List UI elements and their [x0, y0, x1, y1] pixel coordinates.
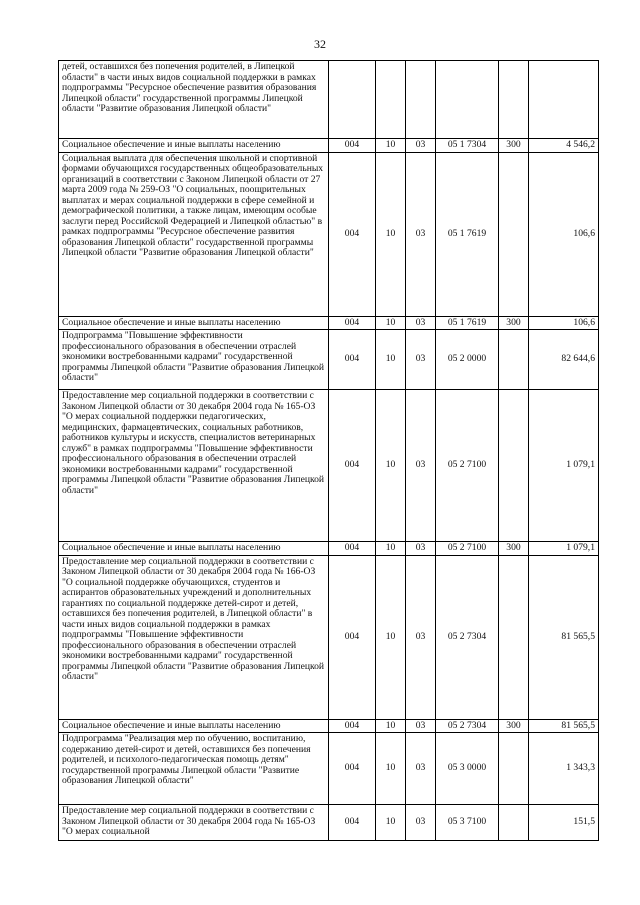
budget-table — [58, 60, 599, 841]
cell-expense-type-code — [499, 555, 529, 719]
cell-target-article-code: 05 3 7100 — [436, 805, 499, 841]
cell-amount — [529, 61, 599, 139]
cell-expense-type-code: 300 — [499, 542, 529, 556]
cell-target-article-code — [436, 61, 499, 139]
cell-name: Социальная выплата для обеспечения школьной и спортивной формами обучающихся государственных общеобразовательных организаций в соответствии с Законом Липецкой области от 27 марта 2009 года № 259-ОЗ "О социальных, поощрительных выплатах и мерах социальной поддержки в сфере семейной и демографической политики, а также лицам, имеющим особые заслуги перед Российской Федерацией и Липецкой областью" в рамках подпрограммы "Ресурсное обеспечение развития образования Липецкой области" государственной программы Липецкой области "Развитие образования Липецкой области" — [59, 152, 329, 316]
cell-grbs-code: 004 — [329, 555, 376, 719]
cell-section-code: 10 — [376, 733, 406, 805]
cell-section-code: 10 — [376, 316, 406, 330]
cell-expense-type-code — [499, 330, 529, 390]
cell-grbs-code: 004 — [329, 139, 376, 153]
cell-amount: 4 546,2 — [529, 139, 599, 153]
budget-table-body — [59, 61, 599, 841]
cell-expense-type-code — [499, 805, 529, 841]
cell-expense-type-code — [499, 733, 529, 805]
cell-amount: 82 644,6 — [529, 330, 599, 390]
table-row — [59, 805, 599, 841]
cell-amount: 1 079,1 — [529, 390, 599, 542]
cell-expense-type-code: 300 — [499, 316, 529, 330]
page-number: 32 — [314, 37, 326, 51]
cell-target-article-code: 05 1 7619 — [436, 316, 499, 330]
table-row — [59, 719, 599, 733]
cell-section-code: 10 — [376, 719, 406, 733]
table-row — [59, 152, 599, 316]
cell-grbs-code — [329, 61, 376, 139]
cell-section-code — [376, 61, 406, 139]
cell-subsection-code: 03 — [406, 152, 436, 316]
cell-expense-type-code — [499, 61, 529, 139]
cell-target-article-code: 05 1 7304 — [436, 139, 499, 153]
cell-subsection-code: 03 — [406, 719, 436, 733]
cell-target-article-code: 05 2 7100 — [436, 390, 499, 542]
cell-subsection-code: 03 — [406, 390, 436, 542]
cell-target-article-code: 05 3 0000 — [436, 733, 499, 805]
cell-amount: 151,5 — [529, 805, 599, 841]
cell-expense-type-code — [499, 152, 529, 316]
cell-subsection-code — [406, 61, 436, 139]
cell-amount: 1 343,3 — [529, 733, 599, 805]
cell-section-code: 10 — [376, 390, 406, 542]
cell-target-article-code: 05 2 0000 — [436, 330, 499, 390]
cell-subsection-code: 03 — [406, 555, 436, 719]
cell-target-article-code: 05 2 7100 — [436, 542, 499, 556]
cell-name: Подпрограмма "Реализация мер по обучению, воспитанию, содержанию детей-сирот и детей, оставшихся без попечения родителей, и психолого-педагогическая помощь детям" государственной программы Липецкой области "Развитие образования Липецкой области" — [59, 733, 329, 805]
cell-grbs-code: 004 — [329, 542, 376, 556]
table-row — [59, 61, 599, 139]
cell-section-code: 10 — [376, 805, 406, 841]
cell-grbs-code: 004 — [329, 719, 376, 733]
cell-expense-type-code — [499, 390, 529, 542]
table-row — [59, 316, 599, 330]
cell-grbs-code: 004 — [329, 390, 376, 542]
cell-expense-type-code: 300 — [499, 719, 529, 733]
cell-subsection-code: 03 — [406, 330, 436, 390]
table-row — [59, 390, 599, 542]
cell-grbs-code: 004 — [329, 805, 376, 841]
cell-section-code: 10 — [376, 152, 406, 316]
cell-amount: 1 079,1 — [529, 542, 599, 556]
cell-name: Социальное обеспечение и иные выплаты населению — [59, 542, 329, 556]
cell-subsection-code: 03 — [406, 139, 436, 153]
cell-section-code: 10 — [376, 139, 406, 153]
cell-target-article-code: 05 1 7619 — [436, 152, 499, 316]
cell-grbs-code: 004 — [329, 330, 376, 390]
cell-name: Социальное обеспечение и иные выплаты населению — [59, 719, 329, 733]
cell-name: Предоставление мер социальной поддержки в соответствии с Законом Липецкой области от 30 декабря 2004 года № 165-ОЗ "О мерах социальной поддержки педагогических, медицинских, фармацевтических, социальных работников, работников культуры и искусств, специалистов ветеринарных служб" в рамках подпрограммы "Повышение эффективности профессионального образования в обеспечении отраслей экономики востребованными кадрами" государственной программы Липецкой области "Развитие образования Липецкой области" — [59, 390, 329, 542]
cell-amount: 81 565,5 — [529, 719, 599, 733]
cell-amount: 81 565,5 — [529, 555, 599, 719]
cell-target-article-code: 05 2 7304 — [436, 555, 499, 719]
cell-subsection-code: 03 — [406, 542, 436, 556]
cell-section-code: 10 — [376, 330, 406, 390]
table-row — [59, 733, 599, 805]
cell-name: детей, оставшихся без попечения родителей, в Липецкой области" в части иных видов социальной поддержки в рамках подпрограммы "Ресурсное обеспечение развития образования Липецкой области" государственной программы Липецкой области "Развитие образования Липецкой области" — [59, 61, 329, 139]
cell-expense-type-code: 300 — [499, 139, 529, 153]
cell-section-code: 10 — [376, 555, 406, 719]
cell-name: Подпрограмма "Повышение эффективности профессионального образования в обеспечении отраслей экономики востребованными кадрами" государственной программы Липецкой области "Развитие образования Липецкой области" — [59, 330, 329, 390]
cell-section-code: 10 — [376, 542, 406, 556]
cell-name: Предоставление мер социальной поддержки в соответствии с Законом Липецкой области от 30 декабря 2004 года № 165-ОЗ "О мерах социальной — [59, 805, 329, 841]
cell-grbs-code: 004 — [329, 733, 376, 805]
table-row — [59, 330, 599, 390]
cell-subsection-code: 03 — [406, 733, 436, 805]
cell-target-article-code: 05 2 7304 — [436, 719, 499, 733]
cell-name: Предоставление мер социальной поддержки в соответствии с Законом Липецкой области от 30 декабря 2004 года № 166-ОЗ "О социальной поддержке обучающихся, студентов и аспирантов образовательных учреждений и дополнительных гарантиях по социальной поддержке детей-сирот и детей, оставшихся без попечения родителей, в Липецкой области" в части иных видов социальной поддержки в рамках подпрограммы "Повышение эффективности профессионального образования в обеспечении отраслей экономики востребованными кадрами" государственной программы Липецкой области "Развитие образования Липецкой области" — [59, 555, 329, 719]
cell-name: Социальное обеспечение и иные выплаты населению — [59, 139, 329, 153]
cell-amount: 106,6 — [529, 316, 599, 330]
cell-name: Социальное обеспечение и иные выплаты населению — [59, 316, 329, 330]
table-row — [59, 555, 599, 719]
cell-subsection-code: 03 — [406, 316, 436, 330]
cell-subsection-code: 03 — [406, 805, 436, 841]
table-row — [59, 139, 599, 153]
table-row — [59, 542, 599, 556]
cell-grbs-code: 004 — [329, 316, 376, 330]
cell-grbs-code: 004 — [329, 152, 376, 316]
cell-amount: 106,6 — [529, 152, 599, 316]
